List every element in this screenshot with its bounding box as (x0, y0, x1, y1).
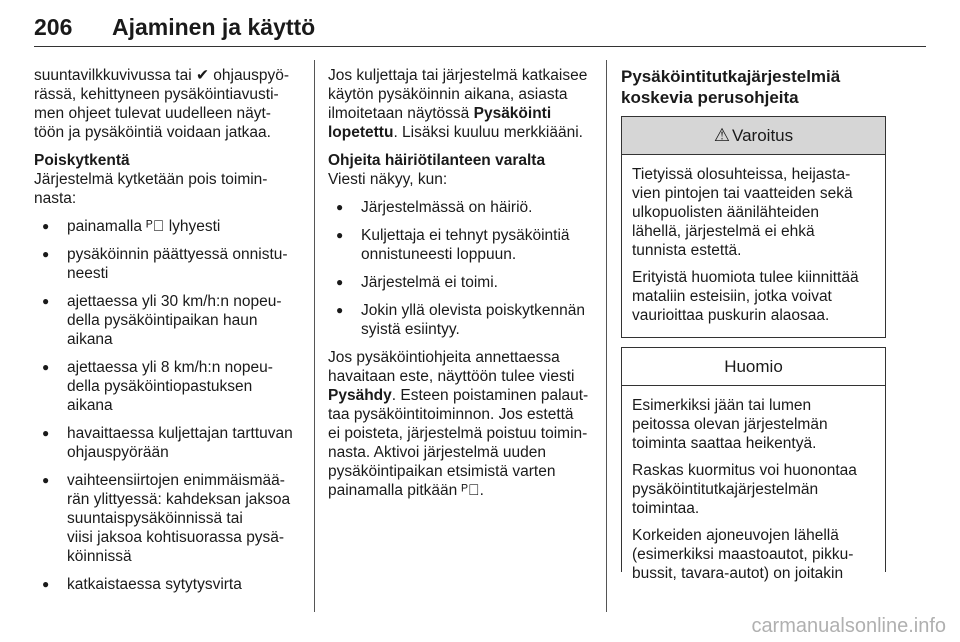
watermark-text: carmanualsonline.info (751, 615, 946, 637)
section-heading-disable: Poiskytkentä (34, 152, 130, 169)
list-item: ● ajettaessa yli 8 km/h:n nopeu- della pysäköintiopastuksen aikana (34, 358, 306, 415)
warning-triangle-icon: ⚠ (713, 125, 731, 145)
column-divider-1 (314, 60, 315, 612)
section-heading-fault: Ohjeita häiriötilanteen varalta (328, 152, 546, 169)
list-item: ● katkaistaessa sytytysvirta (34, 575, 306, 594)
note-box-header (622, 348, 885, 386)
column-3 (621, 66, 886, 582)
list-item: ● painamalla ᴾ⃞ lyhyesti (34, 217, 306, 236)
page-number: 206 (34, 14, 73, 40)
bold-term-parking-ended-1: Pysäköinti (473, 105, 552, 122)
list-item: ● havaittaessa kuljettajan tarttuvan ohjauspyörään (34, 424, 306, 462)
list-item: ● Järjestelmässä on häiriö. (328, 198, 600, 217)
warning-box-header (622, 117, 885, 155)
warning-paragraph-1: Tietyissä olosuhteissa, heijasta- vien pintojen tai vaatteiden sekä ulkopuolisten äänilähteiden lähellä, järjestelmä ei ehkä tunnista estettä. (632, 166, 853, 259)
fault-bullet-list (328, 198, 600, 339)
warning-title: Varoitus (732, 126, 794, 145)
list-item: ● Järjestelmä ei toimi. (328, 273, 600, 292)
page-title: Ajaminen ja käyttö (112, 14, 316, 40)
obstacle-paragraph: Jos pysäköintiohjeita annettaessa havaitaan este, näyttöön tulee viesti Pysähdy. Esteen poistaminen palaut- taa pysäköintitoiminnon. Jos estettä ei poisteta, järjestelmä poistuu toimin- nasta. Aktivoi järjestelmä uuden pysäköintipaikan etsimistä varten painamalla pitkään ᴾ⃞. (328, 349, 589, 499)
note-paragraph-3: Korkeiden ajoneuvojen lähellä (esimerkiksi maastoautot, pikku- bussit, tavara-autot) on joitakin (632, 527, 854, 582)
column-1 (34, 66, 306, 603)
column-2 (328, 66, 600, 509)
disable-intro-text: Järjestelmä kytketään pois toimin- nasta: (34, 171, 268, 207)
list-item: ● Jokin yllä olevista poiskytkennän syistä esiintyy. (328, 301, 600, 339)
column-divider-2 (606, 60, 607, 612)
disable-bullet-list (34, 217, 306, 594)
bold-term-parking-ended-2: lopetettu (328, 124, 394, 141)
fault-intro-text: Viesti näkyy, kun: (328, 171, 448, 188)
bold-term-stop: Pysähdy (328, 387, 392, 404)
list-item: ● Kuljettaja ei tehnyt pysäköintiä onnistuneesti loppuun. (328, 226, 600, 264)
warning-box (621, 116, 886, 338)
warning-paragraph-2: Erityistä huomiota tulee kiinnittää mataliin esteisiin, jotka voivat vaurioittaa puskurin alaosaa. (632, 269, 859, 324)
list-item: ● pysäköinnin päättyessä onnistu- neesti (34, 245, 306, 283)
note-box (621, 347, 886, 582)
header-divider (34, 46, 926, 47)
note-title: Huomio (724, 357, 783, 376)
cancel-paragraph: Jos kuljettaja tai järjestelmä katkaisee käytön pysäköinnin aikana, asiasta ilmoitetaan näytössä Pysäköinti lopetettu. Lisäksi kuuluu merkkiääni. (328, 67, 588, 141)
list-item: ● ajettaessa yli 30 km/h:n nopeu- della pysäköintipaikan haun aikana (34, 292, 306, 349)
list-item: ● vaihteensiirtojen enimmäismää- rän ylittyessä: kahdeksan jaksoa suuntaispysäköinnissä tai viisi jaksoa kohtisuorassa pysä- köinnissä (34, 471, 306, 566)
note-paragraph-1: Esimerkiksi jään tai lumen peitossa olevan järjestelmän toiminta saattaa heikentyä. (632, 397, 828, 452)
note-paragraph-2: Raskas kuormitus voi huonontaa pysäköintitutkajärjestelmän toimintaa. (632, 462, 857, 517)
intro-paragraph: suuntavilkkuvivussa tai ✔ ohjauspyö- rässä, kehittyneen pysäköintiavusti- men ohjeet tulevat uudelleen näyt- töön ja pysäköintiä voidaan jatkaa. (34, 67, 290, 141)
section-title-radar: Pysäköintitutkajärjestelmiä koskevia perusohjeita (621, 67, 841, 107)
